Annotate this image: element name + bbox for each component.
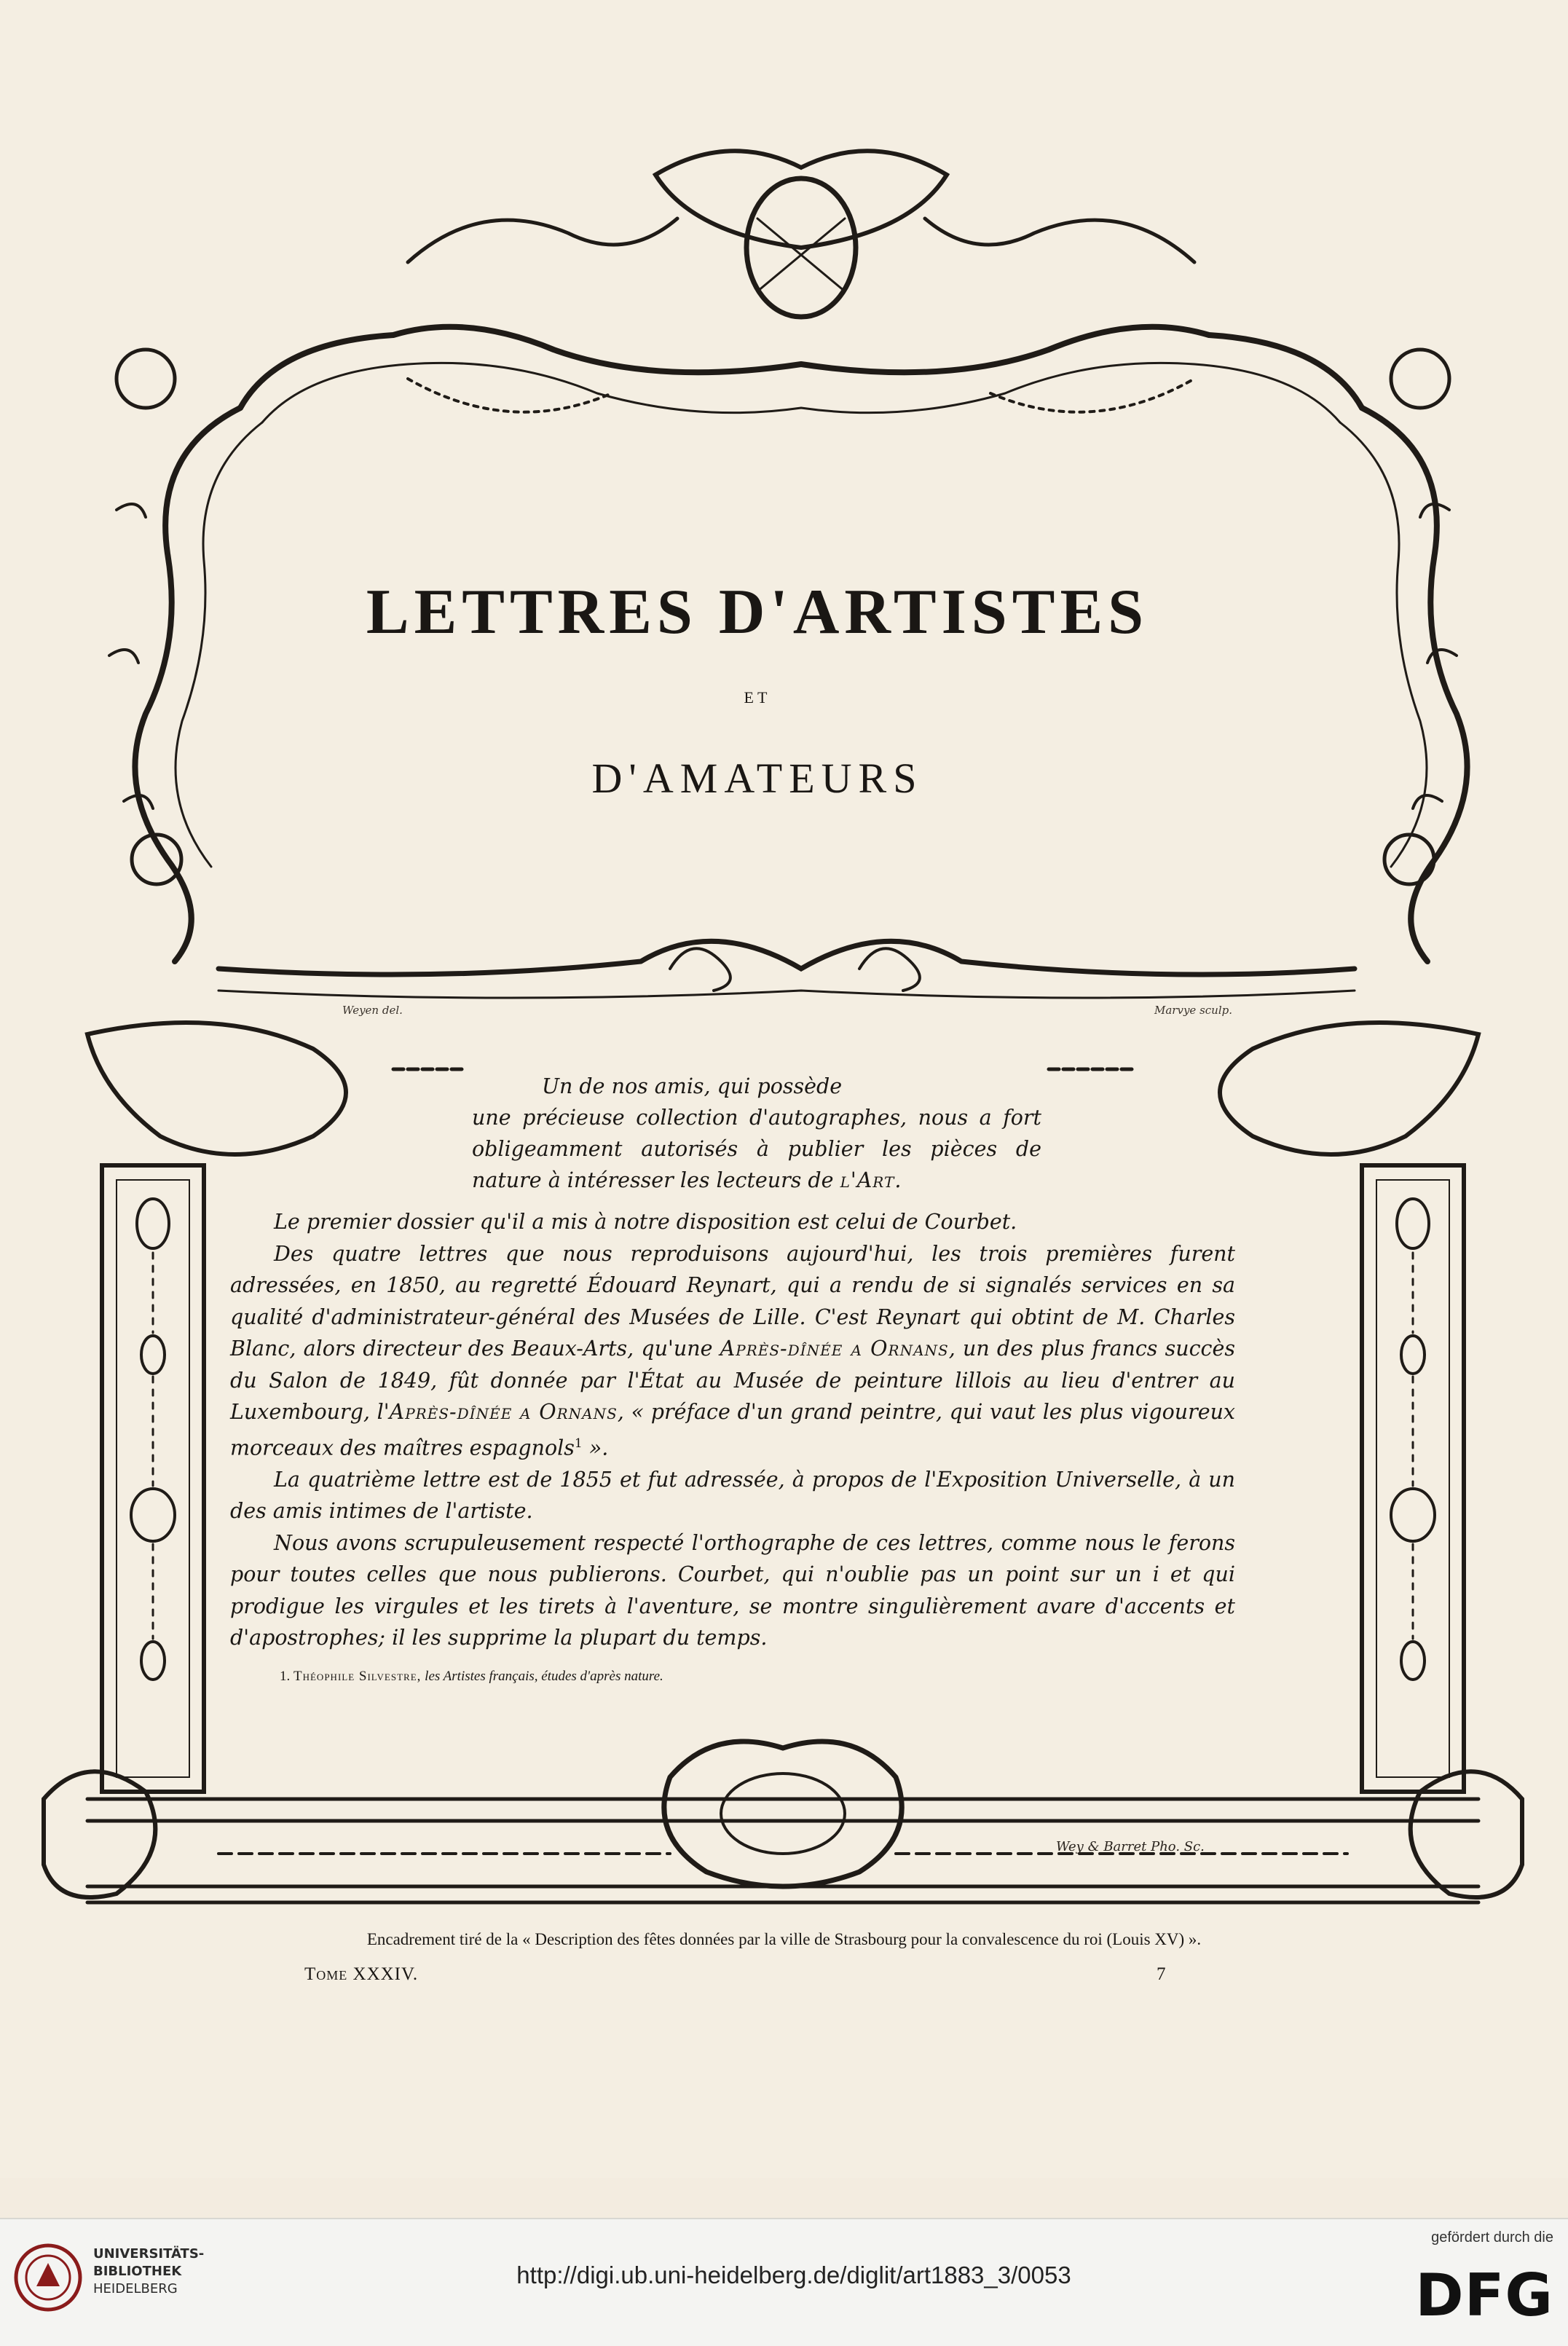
top-crest [655,151,947,248]
intro-line-1: Un de nos amis, qui possède [542,1074,843,1098]
intro-line-2: une précieuse collection d'autographes, nous a fort obligeamment autorisés à publier les pièces de nature à intéresser les lecteurs de [472,1106,1041,1192]
footnote-number: 1. [280,1669,291,1684]
footnote-work: les Artistes français, études d'après nature. [425,1669,663,1684]
paragraph-2-f: ». [582,1436,609,1460]
paragraph-2-c: , un des plus francs succès du Salon de 1849, fût donnée par l'État au Musée de peinture lillois au lieu d'entrer au Luxembourg, l' [230,1337,1236,1424]
painting-title-2: Après-dînée a Ornans [389,1400,618,1424]
intro-paragraph [472,1071,1041,1196]
frame-caption: Encadrement tiré de la « Description des fêtes données par la ville de Strasbourg pour la convalescence du roi (Louis XV) ». [366,1930,1202,1948]
engraver-signature: Marvye sculp. [1154,1004,1232,1017]
paragraph-3: La quatrième lettre est de 1855 et fut adressée, à propos de l'Exposition Universelle, à un des amis intimes de l'artiste. [230,1467,1235,1523]
library-line-1: UNIVERSITÄTS- [93,2246,205,2262]
paragraph-4: Nous avons scrupuleusement respecté l'orthographe de ces lettres, comme nous le ferons pour toutes celles que nous publierons. Courbet, qui n'oublie pas un point sur un i et qui prodigue les virgules et les tirets à l'aventure, se montre singulièrement avare d'accents et d'apostrophes; il les supprime la plupart du temps. [230,1530,1235,1650]
designer-signature: Weyen del. [342,1004,403,1017]
viewer-footer [0,2218,1568,2346]
frame-top-arc [240,327,1362,408]
library-line-2: BIBLIOTHEK [93,2264,182,2279]
title-conjunction: ET [744,688,771,706]
page-subtitle: D'AMATEURS [591,755,923,802]
page-title: LETTRES D'ARTISTES [366,577,1149,647]
library-line-3: HEIDELBERG [93,2281,178,2296]
funding-label: gefördert durch die [1431,2229,1553,2245]
footnote [280,1669,1226,1685]
bottom-cartouche [664,1741,902,1886]
paragraph-2-a: Des quatre lettres que nous reproduisons aujourd'hui, les trois premières furent adressées, en 1850, au regretté Édouard Reynart, qui a rendu de si signalés services en sa qualité d'administrateur-général des Musées de Lille. C'est Reynart qui obtint de M. Charles Blanc, alors directeur des Beaux-Arts, qu'une [230,1241,1235,1361]
volume-label [304,1964,418,1985]
frame-left-scroll [135,408,240,961]
paragraph-2 [230,1238,1235,1464]
library-name [93,2245,232,2298]
painting-title-1: Après-dînée a Ornans [720,1337,949,1361]
volume-text: Tome XXXIV. [304,1964,419,1984]
article-body [230,1206,1235,1654]
university-seal-icon [13,2243,83,2312]
trophy-left [408,219,677,262]
permalink-url[interactable]: http://digi.ub.uni-heidelberg.de/diglit/art1883_3/0053 [516,2262,1071,2288]
photo-engraver-credit: Wey & Barret Pho. Sc. [1056,1839,1205,1854]
intro-end: . [894,1168,902,1192]
page-number: 7 [1157,1964,1166,1984]
paragraph-2-e: , « préface d'un grand peintre, qui vaut les plus vigoureux morceaux des maîtres espagnols [230,1400,1235,1460]
paragraph-1: Le premier dossier qu'il a mis à notre disposition est celui de Courbet. [274,1210,1017,1234]
dfg-logo[interactable]: DFG [1415,2262,1553,2329]
intro-journal-name: l'Art [840,1168,895,1192]
trophy-right [925,219,1194,262]
frame-middle-ledge [218,941,1355,975]
left-cartouche [87,1023,346,1154]
library-logo[interactable] [13,2240,224,2327]
footnote-author: Théophile Silvestre, [293,1669,422,1684]
frame-right-scroll [1362,408,1467,961]
right-cartouche [1220,1023,1478,1154]
footnote-ref[interactable]: 1 [574,1436,583,1451]
